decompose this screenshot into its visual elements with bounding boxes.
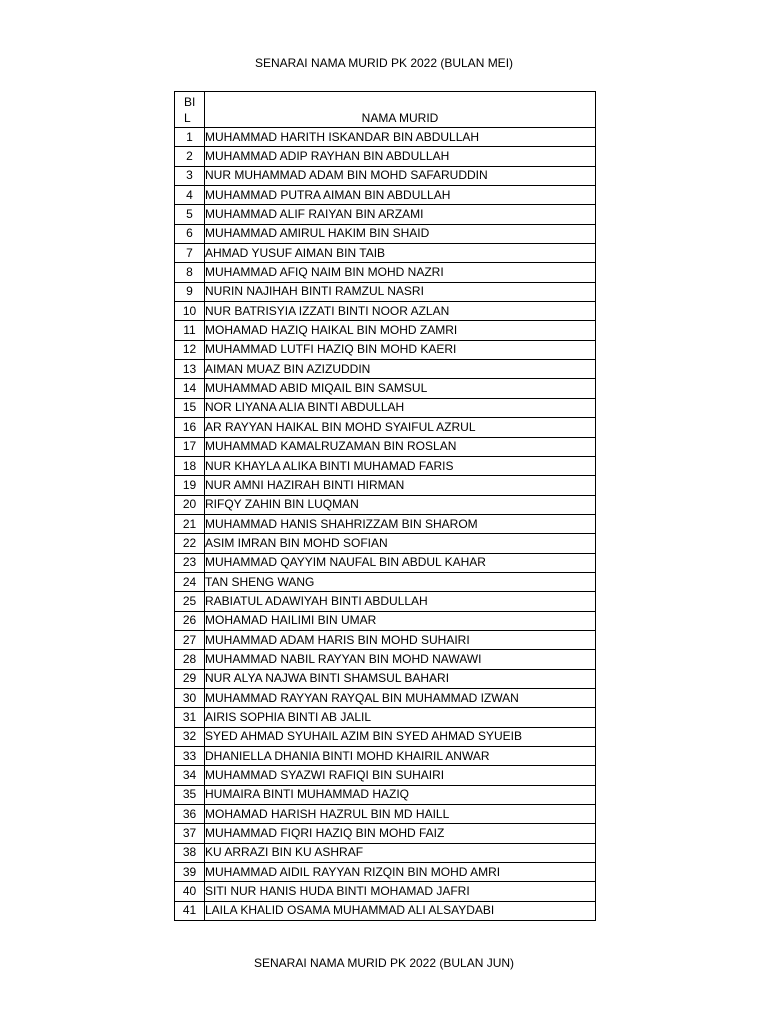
row-number: 9 (175, 282, 205, 301)
table-row (175, 437, 596, 456)
student-name: MUHAMMAD ABID MIQAIL BIN SAMSUL (205, 379, 596, 398)
student-name: MUHAMMAD FIQRI HAZIQ BIN MOHD FAIZ (205, 824, 596, 843)
table-row (175, 418, 596, 437)
table-header-row (175, 92, 596, 128)
student-name: AR RAYYAN HAIKAL BIN MOHD SYAIFUL AZRUL (205, 418, 596, 437)
student-name: LAILA KHALID OSAMA MUHAMMAD ALI ALSAYDABI (205, 901, 596, 920)
student-name: AHMAD YUSUF AIMAN BIN TAIB (205, 244, 596, 263)
row-number: 18 (175, 456, 205, 475)
row-number: 25 (175, 592, 205, 611)
table-row (175, 553, 596, 572)
student-name: MUHAMMAD PUTRA AIMAN BIN ABDULLAH (205, 186, 596, 205)
row-number: 31 (175, 708, 205, 727)
student-name: MUHAMMAD HARITH ISKANDAR BIN ABDULLAH (205, 128, 596, 147)
table-row (175, 708, 596, 727)
student-name: MOHAMAD HARISH HAZRUL BIN MD HAILL (205, 805, 596, 824)
row-number: 36 (175, 805, 205, 824)
student-name: MUHAMMAD ADAM HARIS BIN MOHD SUHAIRI (205, 630, 596, 649)
table-row (175, 398, 596, 417)
row-number: 5 (175, 205, 205, 224)
table-row (175, 360, 596, 379)
student-name: HUMAIRA BINTI MUHAMMAD HAZIQ (205, 785, 596, 804)
table-row (175, 495, 596, 514)
table-row (175, 611, 596, 630)
table-row (175, 302, 596, 321)
student-name: ASIM IMRAN BIN MOHD SOFIAN (205, 534, 596, 553)
table-row (175, 282, 596, 301)
student-name: KU ARRAZI BIN KU ASHRAF (205, 843, 596, 862)
student-name: MUHAMMAD SYAZWI RAFIQI BIN SUHAIRI (205, 766, 596, 785)
student-name: MUHAMMAD AFIQ NAIM BIN MOHD NAZRI (205, 263, 596, 282)
row-number: 28 (175, 650, 205, 669)
student-name: MUHAMMAD AMIRUL HAKIM BIN SHAID (205, 224, 596, 243)
row-number: 32 (175, 727, 205, 746)
student-name: MUHAMMAD QAYYIM NAUFAL BIN ABDUL KAHAR (205, 553, 596, 572)
row-number: 14 (175, 379, 205, 398)
table-row (175, 688, 596, 707)
table-row (175, 785, 596, 804)
table-row (175, 843, 596, 862)
row-number: 19 (175, 476, 205, 495)
table-row (175, 379, 596, 398)
row-number: 21 (175, 514, 205, 533)
student-name: NUR ALYA NAJWA BINTI SHAMSUL BAHARI (205, 669, 596, 688)
row-number: 13 (175, 360, 205, 379)
table-row (175, 882, 596, 901)
row-number: 12 (175, 340, 205, 359)
table-row (175, 805, 596, 824)
student-name: MUHAMMAD HANIS SHAHRIZZAM BIN SHAROM (205, 514, 596, 533)
row-number: 3 (175, 166, 205, 185)
table-row (175, 863, 596, 882)
row-number: 40 (175, 882, 205, 901)
table-row (175, 727, 596, 746)
table-row (175, 244, 596, 263)
table-row (175, 650, 596, 669)
table-row (175, 147, 596, 166)
row-number: 1 (175, 128, 205, 147)
row-number: 26 (175, 611, 205, 630)
student-name: AIRIS SOPHIA BINTI AB JALIL (205, 708, 596, 727)
student-name: MOHAMAD HAILIMI BIN UMAR (205, 611, 596, 630)
table-row (175, 534, 596, 553)
student-name: RIFQY ZAHIN BIN LUQMAN (205, 495, 596, 514)
table-row (175, 514, 596, 533)
student-name: MUHAMMAD RAYYAN RAYQAL BIN MUHAMMAD IZWAN (205, 688, 596, 707)
student-name: SITI NUR HANIS HUDA BINTI MOHAMAD JAFRI (205, 882, 596, 901)
table-row (175, 166, 596, 185)
row-number: 16 (175, 418, 205, 437)
column-header-bil (175, 92, 205, 128)
student-name: MUHAMMAD LUTFI HAZIQ BIN MOHD KAERI (205, 340, 596, 359)
student-name: MUHAMMAD AIDIL RAYYAN RIZQIN BIN MOHD AMRI (205, 863, 596, 882)
student-name: NOR LIYANA ALIA BINTI ABDULLAH (205, 398, 596, 417)
row-number: 4 (175, 186, 205, 205)
table-row (175, 340, 596, 359)
row-number: 23 (175, 553, 205, 572)
student-name: SYED AHMAD SYUHAIL AZIM BIN SYED AHMAD SYUEIB (205, 727, 596, 746)
student-name: MUHAMMAD ADIP RAYHAN BIN ABDULLAH (205, 147, 596, 166)
table-row (175, 747, 596, 766)
table-body (175, 128, 596, 921)
row-number: 33 (175, 747, 205, 766)
row-number: 34 (175, 766, 205, 785)
table-row (175, 766, 596, 785)
row-number: 30 (175, 688, 205, 707)
column-header-bil-line1: BI (184, 95, 196, 109)
table-row (175, 572, 596, 591)
student-name: MUHAMMAD NABIL RAYYAN BIN MOHD NAWAWI (205, 650, 596, 669)
student-name-table (174, 91, 596, 921)
student-name: MUHAMMAD ALIF RAIYAN BIN ARZAMI (205, 205, 596, 224)
row-number: 8 (175, 263, 205, 282)
row-number: 39 (175, 863, 205, 882)
table-row (175, 476, 596, 495)
table-row (175, 263, 596, 282)
student-name: MUHAMMAD KAMALRUZAMAN BIN ROSLAN (205, 437, 596, 456)
table-row (175, 669, 596, 688)
row-number: 41 (175, 901, 205, 920)
table-row (175, 321, 596, 340)
row-number: 15 (175, 398, 205, 417)
row-number: 37 (175, 824, 205, 843)
document-title: SENARAI NAMA MURID PK 2022 (BULAN MEI) (254, 56, 514, 70)
row-number: 24 (175, 572, 205, 591)
table-row (175, 630, 596, 649)
student-name: NURIN NAJIHAH BINTI RAMZUL NASRI (205, 282, 596, 301)
table-row (175, 186, 596, 205)
student-name: NUR AMNI HAZIRAH BINTI HIRMAN (205, 476, 596, 495)
student-name: AIMAN MUAZ BIN AZIZUDDIN (205, 360, 596, 379)
row-number: 29 (175, 669, 205, 688)
table-row (175, 456, 596, 475)
row-number: 38 (175, 843, 205, 862)
row-number: 11 (175, 321, 205, 340)
row-number: 6 (175, 224, 205, 243)
table-row (175, 205, 596, 224)
student-name: NUR MUHAMMAD ADAM BIN MOHD SAFARUDDIN (205, 166, 596, 185)
student-name: NUR BATRISYIA IZZATI BINTI NOOR AZLAN (205, 302, 596, 321)
row-number: 20 (175, 495, 205, 514)
table-row (175, 224, 596, 243)
next-section-title: SENARAI NAMA MURID PK 2022 (BULAN JUN) (253, 956, 515, 970)
row-number: 35 (175, 785, 205, 804)
row-number: 17 (175, 437, 205, 456)
row-number: 7 (175, 244, 205, 263)
row-number: 22 (175, 534, 205, 553)
student-name: TAN SHENG WANG (205, 572, 596, 591)
row-number: 27 (175, 630, 205, 649)
row-number: 10 (175, 302, 205, 321)
table-row (175, 128, 596, 147)
table-row (175, 824, 596, 843)
student-name: RABIATUL ADAWIYAH BINTI ABDULLAH (205, 592, 596, 611)
column-header-bil-line2: L (184, 111, 191, 125)
column-header-nama-murid: NAMA MURID (205, 92, 596, 128)
student-name: NUR KHAYLA ALIKA BINTI MUHAMAD FARIS (205, 456, 596, 475)
row-number: 2 (175, 147, 205, 166)
table-row (175, 901, 596, 920)
student-name: MOHAMAD HAZIQ HAIKAL BIN MOHD ZAMRI (205, 321, 596, 340)
table-row (175, 592, 596, 611)
student-name: DHANIELLA DHANIA BINTI MOHD KHAIRIL ANWAR (205, 747, 596, 766)
